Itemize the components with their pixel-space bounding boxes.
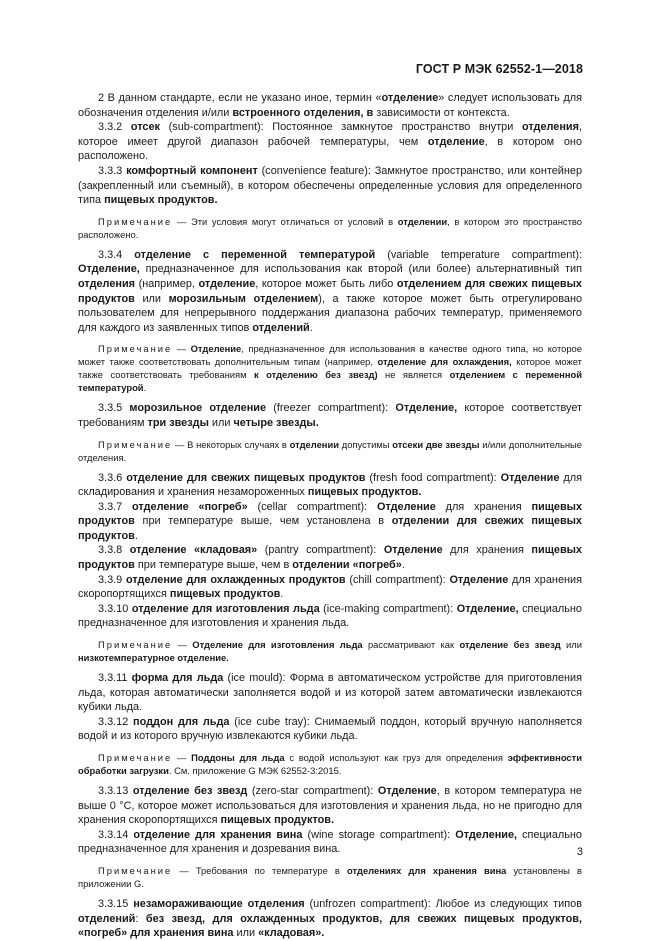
- term-3-3-11: 3.3.11 форма для льда (ice mould): Форма в автоматическом устройстве для приготовления льда, которая автоматически заполняется водой и из которой затем автоматически извлекаются кубики льда.: [78, 672, 583, 714]
- term-3-3-2: 3.3.2 отсек (sub-compartment): Постоянное замкнутое пространство внутри отделения, которое имеет другой диапазон рабочей температуры, чем отделение, в котором оно расположено.: [78, 121, 582, 163]
- page-number: 3: [576, 846, 583, 858]
- term-3-3-14: 3.3.14 отделение для хранения вина (wine storage compartment): Отделение, специально предназначенное для хранения и дозревания вина.: [78, 828, 582, 856]
- term-3-3-7: 3.3.7 отделение «погреб» (cellar compartment): Отделение для хранения пищевых продуктов при температуре выше, чем установлена в отделении для свежих пищевых продуктов.: [78, 500, 583, 542]
- term-3-3-6: 3.3.6 отделение для свежих пищевых продуктов (fresh food compartment): Отделение для складирования и хранения незамороженных пищевых продуктов.: [78, 471, 583, 499]
- note-3-3-14: Примечание — Требования по температуре в отделениях для хранения вина установлены в приложении G.: [78, 864, 582, 889]
- note-3-3-5: Примечание — В некоторых случаях в отделении допустимы отсеки две звезды и/или дополнительные отделения.: [78, 438, 582, 463]
- term-3-3-5: 3.3.5 морозильное отделение (freezer compartment): Отделение, которое соответствует требованиям три звезды или четыре звезды.: [78, 402, 583, 429]
- paragraph-note-2: 2 В данном стандарте, если не указано иное, термин «отделение» следует использовать для обозначения отделения и/или встроенного отделения, в зависимости от контекста.: [78, 92, 582, 119]
- note-3-3-12: Примечание — Поддоны для льда с водой используют как груз для определения эффективности обработки загрузки. См. приложение G МЭК 62552-3:2015.: [78, 752, 583, 776]
- document-header: ГОСТ Р МЭК 62552-1—2018: [415, 62, 583, 76]
- term-3-3-10: 3.3.10 отделение для изготовления льда (ice-making compartment): Отделение, специально предназначенное для изготовления и хранения льда.: [78, 602, 582, 630]
- note-3-3-3: Примечание — Эти условия могут отличаться от условий в отделении, в котором это пространство расположено.: [78, 215, 583, 240]
- term-3-3-4: 3.3.4 отделение с переменной температурой (variable temperature compartment): Отделение, предназначенное для использования как второй (или более) альтернативный тип отделения (например, отделение, которое может быть либо отделением для свежих пищевых продуктов или морозильным отделением), а также которое может быть отрегулировано пользователем для непрерывного поддержания диапазона рабочих температур, применяемого для каждого из заявленных типов отделений.: [78, 248, 583, 334]
- term-3-3-8: 3.3.8 отделение «кладовая» (pantry compartment): Отделение для хранения пищевых продуктов при температуре выше, чем в отделении «погреб».: [78, 544, 582, 572]
- note-3-3-10: Примечание — Отделение для изготовления льда рассматривают как отделение без звезд или низкотемпературное отделение.: [78, 639, 582, 664]
- term-3-3-15: 3.3.15 незамораживающие отделения (unfrozen compartment): Любое из следующих типов отделений: без звезд, для охлажденных продуктов, для свежих пищевых продуктов, «погреб» для хранения вина или «кладовая».: [78, 897, 582, 940]
- term-3-3-3: 3.3.3 комфортный компонент (convenience feature): Замкнутое пространство, или контейнер (закрепленный или съемный), в котором обеспечены определенные условия для определенного типа пищевых продуктов.: [78, 164, 583, 207]
- note-3-3-4: Примечание — Отделение, предназначенное для использования в качестве одного типа, но которое может также соответствовать дополнительным типам (например, отделение для охлаждения, которое может также соответствовать требованиям к отделению без звезд) не является отделением с переменной температурой.: [78, 343, 583, 394]
- term-3-3-12: 3.3.12 поддон для льда (ice cube tray): Снимаемый поддон, который вручную наполняется водой и из которого вручную извлекаются кубики льда.: [78, 715, 583, 743]
- term-3-3-9: 3.3.9 отделение для охлажденных продуктов (chill compartment): Отделение для хранения скоропортящихся пищевых продуктов.: [78, 573, 582, 601]
- document-body: [78, 91, 582, 941]
- term-3-3-13: 3.3.13 отделение без звезд (zero-star compartment): Отделение, в котором температура не выше 0 °С, которое может использоваться для изготовления и хранения льда, но не пригодно для хранения скоропортящихся пищевых продуктов.: [78, 785, 582, 827]
